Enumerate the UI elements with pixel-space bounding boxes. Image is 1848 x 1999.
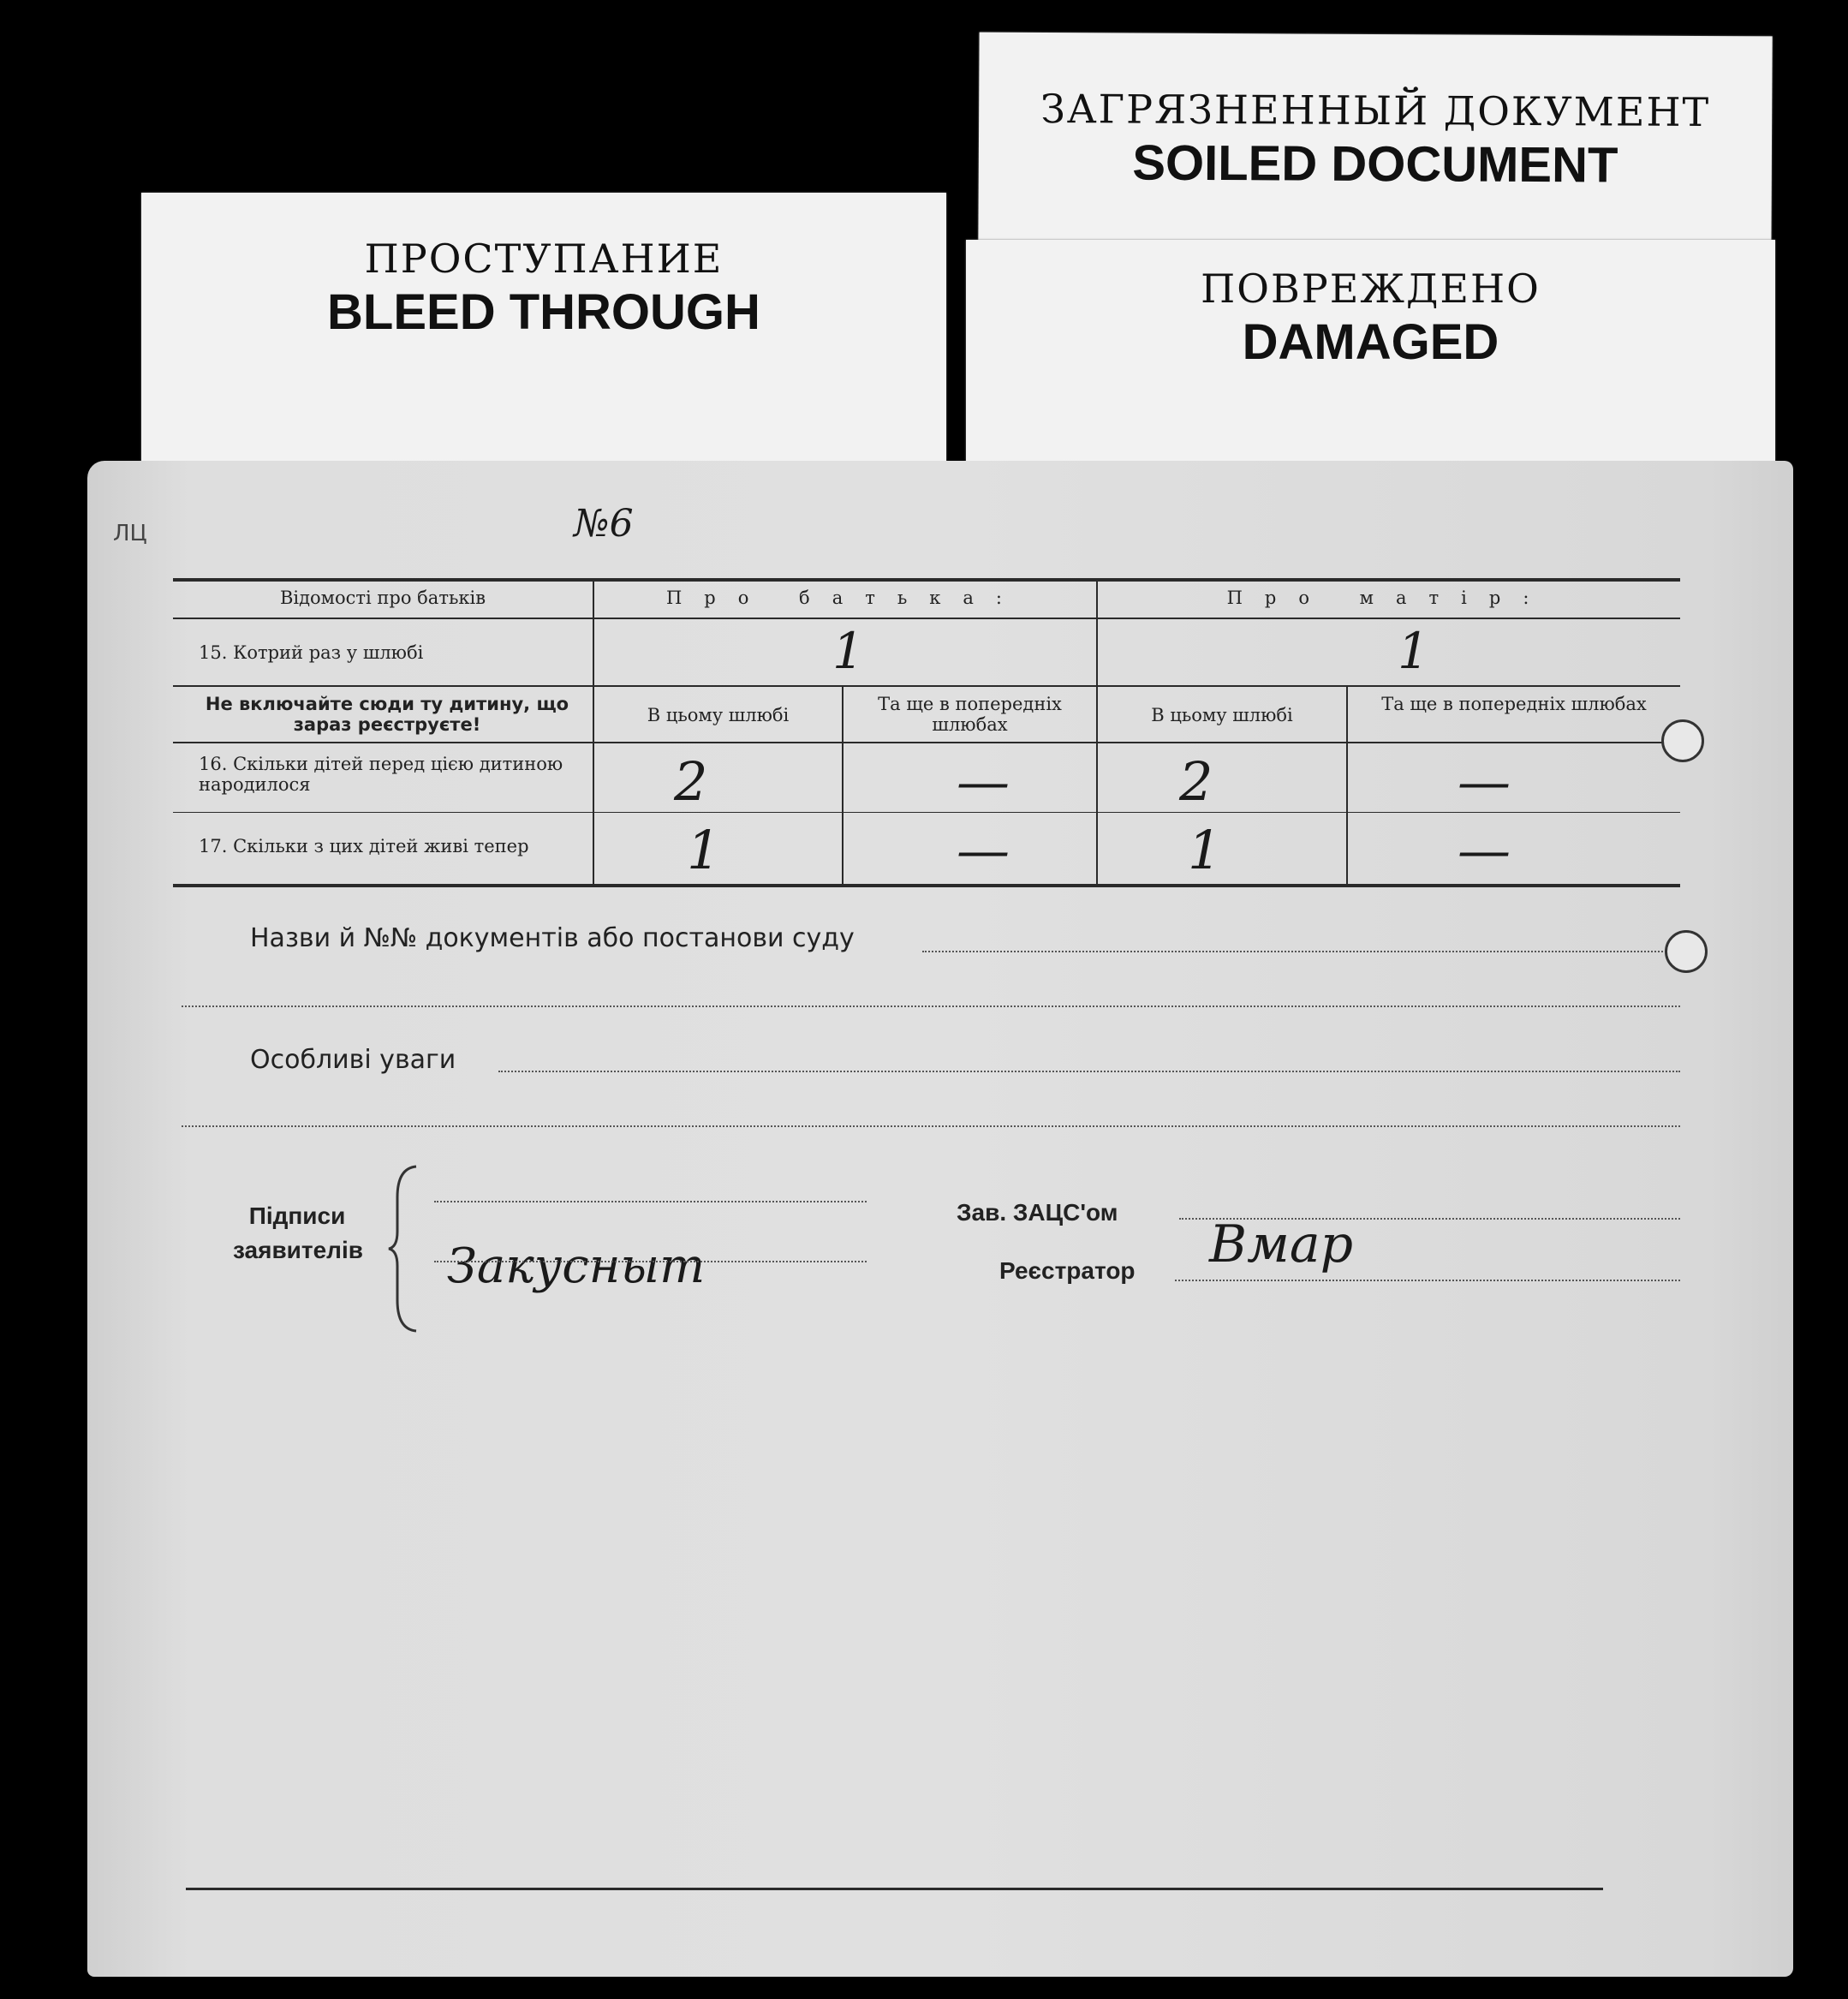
subheader-exclusion-note: Не включайте сюди ту дитину, що зараз реєструєте! [205,694,569,735]
registrar-line [1175,1280,1680,1281]
table-col-divider-mother [1346,687,1348,884]
applicants-brace-icon [387,1163,421,1334]
table-header-divider [173,618,1680,619]
row15-label: 15. Котрий раз у шлюбі [199,642,424,663]
bottom-rule [186,1888,1603,1890]
applicant-signature-line-1 [434,1201,867,1202]
remarks-label: Особливі уваги [250,1045,456,1075]
soiled-document-label-en: SOILED DOCUMENT [1132,134,1618,194]
zags-head-label: Зав. ЗАЦС'ом [957,1199,1118,1226]
subheader-father-this-marriage: В цьому шлюбі [647,705,790,725]
subheader-divider [173,742,1680,743]
subheader-mother-this-marriage: В цьому шлюбі [1151,705,1293,725]
remarks-line-2 [182,1125,1680,1127]
bleed-through-label-card [141,193,946,467]
row17-mother-this-value: 1 [1188,819,1222,881]
top-handwritten-note: №6 [574,502,634,546]
header-about-mother: Про матір: [1226,588,1552,608]
row17-father-this-value: 1 [687,819,721,881]
binding-hole-icon [1665,930,1708,973]
row15-mother-value: 1 [1398,622,1429,680]
applicant-signature-line-2 [434,1261,867,1262]
row15-father-value: 1 [832,622,864,680]
subheader-mother-previous: Та ще в попередніх шлюбах [1381,694,1647,714]
registrar-label: Реєстратор [999,1257,1136,1284]
documents-line-1 [922,951,1680,952]
header-about-father: Про батька: [665,588,1024,608]
row17-father-prev-value: — [957,819,1010,881]
bleed-through-label-ru: ПРОСТУПАНИЕ [364,236,724,282]
header-parents-info: Відомості про батьків [279,588,486,608]
row16-mother-prev-value: — [1458,750,1511,813]
row17-label: 17. Скільки з цих дітей живі тепер [199,836,529,856]
damaged-label-card [966,240,1775,471]
subheader-father-previous: Та ще в попередніх шлюбах [878,694,1062,735]
row16-label: 16. Скільки дітей перед цією дитиною народилося [199,754,563,795]
table-bottom-border [173,884,1680,887]
damaged-label-ru: ПОВРЕЖДЕНО [1201,266,1541,312]
applicants-signatures-label: Підписи заявителів [233,1202,363,1263]
row17-mother-prev-value: — [1458,819,1511,881]
remarks-line-1 [498,1071,1680,1072]
row16-divider [173,812,1680,813]
table-col-divider-1 [593,582,594,884]
soiled-document-label-card [978,33,1772,251]
corner-mark: ЛЦ [113,521,147,546]
record-sheet [87,461,1793,1977]
table-col-divider-mid [1096,582,1098,884]
row16-father-this-value: 2 [674,750,708,813]
row16-mother-this-value: 2 [1179,750,1213,813]
bleed-through-label-en: BLEED THROUGH [327,284,760,340]
applicant-signature: Закусныт [447,1238,706,1294]
documents-label: Назви й №№ документів або постанови суду [250,923,855,953]
damaged-label-en: DAMAGED [1242,314,1499,370]
registrar-signature: Вмар [1209,1214,1354,1274]
row15-divider [173,685,1680,687]
binding-hole-icon [1661,719,1704,762]
row16-father-prev-value: — [957,750,1010,813]
soiled-document-label-ru: ЗАГРЯЗНЕННЫЙ ДОКУМЕНТ [1040,85,1711,136]
table-top-border [173,578,1680,582]
documents-line-2 [182,1005,1680,1007]
